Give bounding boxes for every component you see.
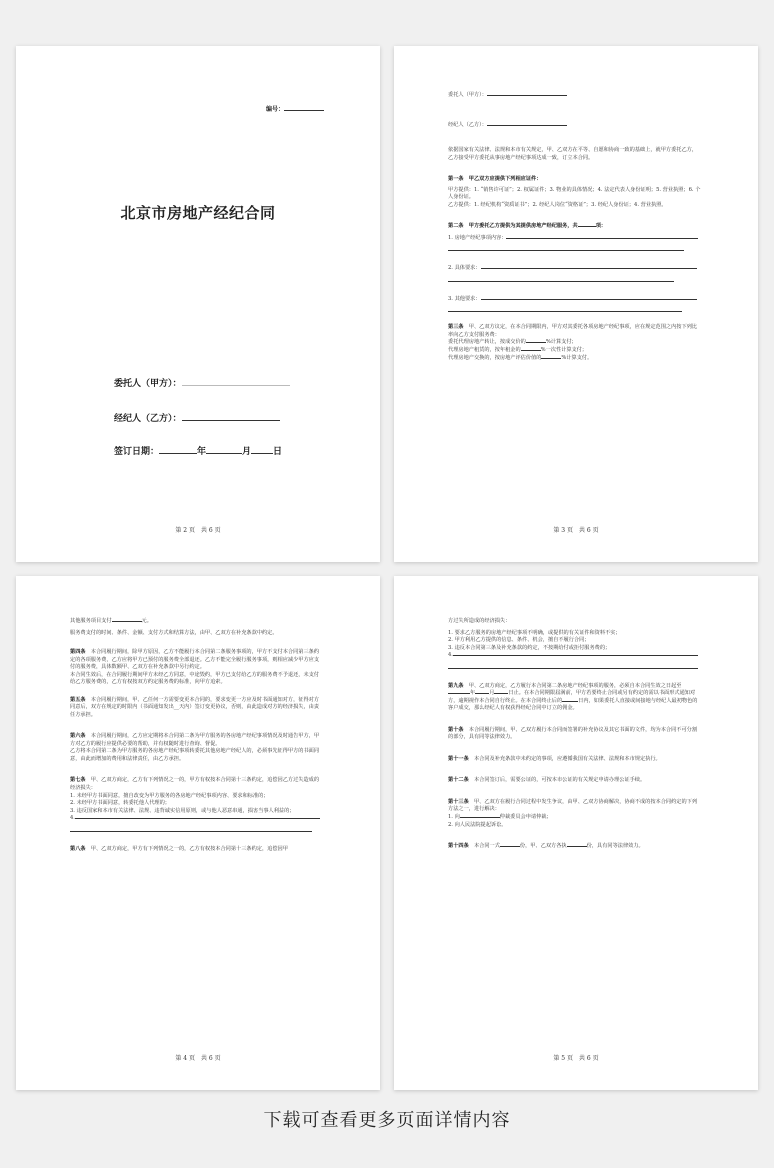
article-14-text-3: 份，具有同等法律效力。	[586, 843, 644, 850]
download-banner[interactable]: 下载可查看更多页面详情内容	[263, 1110, 511, 1131]
blank-line	[481, 268, 697, 269]
blank-line	[541, 358, 561, 359]
rate-label: 代理房地产租赁的，按年租金的	[448, 346, 521, 353]
article-7-item-4	[70, 815, 324, 823]
article-2-heading: 第二条 甲方委托乙方提供为其提供房地产经纪服务，共	[448, 223, 578, 230]
article-5-paragraph	[70, 697, 324, 720]
rate-unit: %计算支付。	[561, 354, 593, 361]
party-b-label: 经纪人（乙方）：	[114, 414, 182, 424]
blank-line	[448, 275, 674, 282]
article-2-item-1	[448, 235, 702, 243]
article-4-paragraph	[70, 649, 324, 672]
fault-item-3: 3. 违反本合同第三条及补充条款的约定，不按期给付或拒付服务费的；	[448, 644, 611, 651]
article-10-paragraph	[448, 727, 702, 742]
article-8-text: 甲、乙双方商定，甲方有下列情况之一的，乙方有权按本合同第十三条约定，追偿因甲	[90, 845, 288, 852]
article-3-exchange	[448, 355, 702, 363]
article-4-text: 本合同履行期间，除甲方原因，乙方不能履行本合同第二条服务事项的，甲方不支付本合同第三条约定的各项服务费，乙方应将甲方已预付的服务费全部退还。乙方不能完全履行服务事项，则相应减少甲方应支付的服务费，具体数额甲、乙双方在补充条款中另行约定。	[70, 649, 320, 671]
article-9-text-2: 日止。在本合同期限届满前，甲方若要终止合同或另有约定的需以书面形式通知对方，逾期视作本合同自行终止。在本合同终止后的	[448, 690, 696, 704]
blank-line	[494, 693, 508, 694]
sign-date-field	[114, 444, 282, 457]
blank-line	[506, 238, 698, 239]
page-footer: 第 5 页 共 6 页	[553, 1055, 599, 1062]
item-label: 1. 房地产经纪事项内容：	[448, 234, 507, 241]
blank-line	[182, 385, 290, 386]
blank-line	[251, 453, 273, 454]
contract-number	[266, 104, 324, 113]
article-4-paragraph-2: 本合同生效后，在合同履行期间甲方未经乙方同意，中途毁约，甲方已支付给乙方的服务费不予退还，未支付给乙方服务费的，乙方有权按双方约定服务费的标准，向甲方追索。	[70, 671, 320, 686]
blank-line	[284, 110, 324, 111]
article-1-party-a: 甲方提供：1. “销售许可证”；2. 权属证件；3. 物业的具体情况；4. 法定代表人身份证明；5. 营业执照；6. 个人身份证。	[448, 186, 701, 201]
article-3-text: 甲、乙双方议定，在本合同期限内，甲方对其委托各项房地产经纪事项，应在规定范围之内按下列比率向乙方支付服务费：	[448, 324, 698, 338]
party-a-label: 委托人（甲方）：	[448, 92, 487, 98]
item-label: 4.	[70, 815, 75, 822]
article-1-title	[448, 176, 702, 184]
rate-label: 委托代理房地产转让，按成交价的	[448, 339, 526, 346]
blank-line	[206, 453, 242, 454]
article-5-text: 本合同履行期间，甲、乙任何一方需要变更本合同的，要求变更一方应及时书面通知对方，征得对方同意后，双方在规定的时限内（书面通知发出__天内）签订变更协议，否则，由此造成对方的经济损失，由责任方承担。	[70, 696, 320, 718]
blank-line	[500, 846, 520, 847]
fault-item-4	[448, 652, 702, 660]
blank-line	[448, 662, 698, 669]
sign-date-label: 签订日期：	[114, 447, 160, 457]
item-label: 3. 其他要求：	[448, 295, 481, 302]
article-10-text: 本合同履行期间，甲、乙双方履行本合同而签署的补充协议及其它书面的文件，均为本合同不可分割的部分，具有同等法律效力。	[448, 726, 698, 741]
blank-line	[159, 453, 197, 454]
month-label: 月	[242, 447, 252, 457]
page-footer: 第 3 页 共 6 页	[553, 527, 599, 534]
article-6-heading: 第六条	[70, 733, 86, 740]
year-label: 年	[197, 447, 207, 457]
article-13-paragraph	[448, 799, 702, 814]
item-label: 4.	[448, 652, 453, 659]
article-3-paragraph	[448, 324, 702, 339]
blank-line	[453, 655, 698, 656]
blank-line	[526, 342, 546, 343]
page-body	[70, 618, 324, 853]
article-7-paragraph	[70, 777, 324, 792]
party-b-line	[448, 122, 702, 130]
article-2-title	[448, 223, 702, 231]
contract-number-label: 编号：	[265, 106, 284, 113]
blank-line	[448, 244, 684, 251]
blank-line	[475, 693, 489, 694]
day-label: 日	[273, 447, 283, 457]
page-contract-2	[394, 46, 758, 562]
page-body	[448, 618, 702, 851]
article-9-text-3: 日内，如果委托人直接或间接地与经纪人最初物色的客户成交，那么经纪人有权获得经纪合同中订立的佣金。	[448, 697, 698, 712]
article-1-party-b: 乙方提供：1. 经纪机构“资质证书”；2. 经纪人岗位“资格证”；3. 经纪人身份证；4. 营业执照。	[448, 201, 667, 208]
article-12-heading: 第十二条	[448, 777, 469, 784]
fault-item-1: 1. 要求乙方服务的房地产经纪事项不明确，或提供的有关证件和资料不实；	[448, 629, 621, 636]
rate-unit: %计算支付；	[545, 339, 577, 346]
month-label: 月	[489, 690, 495, 697]
page-cover	[16, 46, 380, 562]
article-7-item-3: 3. 违反国家和本市有关法律、法规、违背诚实信用原则，或与他人恶意串通，损害当事人利益的；	[70, 807, 295, 814]
blank-line	[487, 95, 567, 96]
party-a-line	[448, 92, 702, 100]
blank-line	[182, 420, 280, 421]
page-contract-3	[16, 576, 380, 1090]
blank-line	[521, 350, 541, 351]
article-14-heading: 第十四条	[448, 843, 469, 850]
article-14-text-2: 份，甲、乙双方各执	[519, 843, 567, 850]
item-label: 2. 具体要求：	[448, 265, 481, 272]
party-a-fault-intro: 方过失所造成的经济损失：	[448, 618, 511, 624]
article-4-heading: 第四条	[70, 649, 86, 656]
year-label: 年	[470, 690, 476, 697]
article-14-text: 本合同一式	[473, 843, 500, 850]
article-11-heading: 第十一条	[448, 755, 469, 762]
article-13-heading: 第十三条	[448, 798, 469, 805]
article-13-text: 甲、乙双方在履行合同过程中发生争议，由甲、乙双方协商解决，协商不成的按本合同约定的下列方法之一，进行解决：	[448, 798, 698, 813]
article-9-heading: 第九条	[448, 682, 464, 689]
intro-paragraph: 依据国家有关法律、法规和本市有关规定，甲、乙双方在平等、自愿和协商一致的基础上，就甲方委托乙方，乙方接受甲方委托从事房地产经纪事项达成一致，订立本合同。	[448, 147, 698, 161]
article-13-item-1	[448, 814, 702, 822]
fee-unit: 元。	[141, 618, 152, 624]
page-footer: 第 2 页 共 6 页	[175, 527, 221, 534]
article-2-item-2	[448, 265, 702, 273]
article-2-item-3	[448, 296, 702, 304]
blank-line	[460, 817, 500, 818]
blank-line	[578, 226, 596, 227]
article-8-heading: 第八条	[70, 845, 86, 852]
article-3-transfer	[448, 339, 702, 347]
blank-line	[112, 621, 142, 622]
blank-line	[481, 299, 697, 300]
party-b-label: 经纪人（乙方）：	[448, 121, 487, 128]
article-7-item-1: 1. 未经甲方书面同意，擅自改变为甲方服务的各房地产经纪事项内容、要求和标准的；	[70, 792, 269, 799]
other-service-fee	[70, 618, 324, 626]
article-9-text: 甲、乙双方商定，乙方履行本合同第二条房地产经纪事项的服务，必须自本合同生效之日起至	[468, 682, 682, 689]
article-1-heading: 第一条 甲乙双方应提供下列相应证件：	[448, 176, 542, 183]
article-7-item-2: 2. 未经甲方书面同意，转委托他人代理的；	[70, 800, 170, 807]
article-12-text: 本合同签订后，需要公证的，可按本市公证的有关规定申请办理公证手续。	[473, 777, 646, 784]
rate-unit: %一次性计算支付；	[540, 346, 588, 353]
blank-line	[567, 846, 587, 847]
blank-line	[75, 818, 320, 819]
page-body	[448, 92, 702, 362]
fault-item-2: 2. 甲方利用乙方提供的信息、条件、机会，擅自不履行合同；	[448, 637, 590, 644]
article-3-heading: 第三条	[448, 324, 464, 331]
party-a-label: 委托人（甲方）：	[114, 379, 182, 389]
article-6-paragraph-2: 乙方将本合同第二条为甲方服务的各房地产经纪事项转委托其他房地产经纪人的，必须事先征得甲方的书面同意，由此而增加的费用和法律责任，由乙方承担。	[70, 748, 320, 762]
article-3-lease	[448, 347, 702, 355]
article-7-text: 甲、乙双方商定，乙方有下列情况之一的，甲方有权按本合同第十三条约定，追偿因乙方过失造成的经济损失：	[70, 777, 320, 791]
blank-line	[562, 701, 578, 702]
fee-label: 其他服务项目支付	[70, 618, 112, 624]
article-12-paragraph	[448, 777, 702, 785]
party-b-field	[114, 411, 280, 424]
article-7-heading: 第七条	[70, 777, 86, 784]
article-8-paragraph	[70, 846, 324, 854]
rate-label: 代理房地产交换的，按房地产评估价值的	[448, 354, 542, 361]
article-10-heading: 第十条	[448, 726, 464, 733]
article-13-item-2: 2. 向人民法院提起诉讼。	[448, 821, 507, 828]
blank-line	[70, 825, 312, 832]
blank-line	[487, 125, 567, 126]
article-14-paragraph	[448, 843, 702, 851]
item-text: 仲裁委员会申请仲裁；	[499, 813, 552, 820]
item-label: 1. 向	[448, 813, 460, 820]
page-contract-4	[394, 576, 758, 1090]
blank-line	[448, 305, 682, 312]
article-11-text: 本合同及补充条款中未约定的事项，应遵循我国有关法律、法规和本市规定执行。	[473, 755, 661, 762]
article-2-heading-end: 项：	[595, 223, 607, 230]
party-a-field	[114, 376, 290, 389]
contract-title: 北京市房地产经纪合同	[120, 204, 276, 222]
article-6-text: 本合同履行期间，乙方应定期将本合同第二条为甲方服务的各房地产经纪事项情况及时通告甲方，甲方对乙方的履行应提供必要的帮助，并有权随时进行查询、督促。	[70, 733, 320, 747]
fee-terms: 服务费支付的时间、条件、金额、支付方式和结算方法，由甲、乙双方在补充条款中约定。	[70, 629, 278, 636]
article-11-paragraph	[448, 756, 702, 764]
article-6-paragraph	[70, 733, 324, 748]
page-footer: 第 4 页 共 6 页	[175, 1055, 221, 1062]
blank-line	[448, 693, 470, 694]
article-9-paragraph	[448, 683, 702, 713]
article-5-heading: 第五条	[70, 696, 86, 703]
